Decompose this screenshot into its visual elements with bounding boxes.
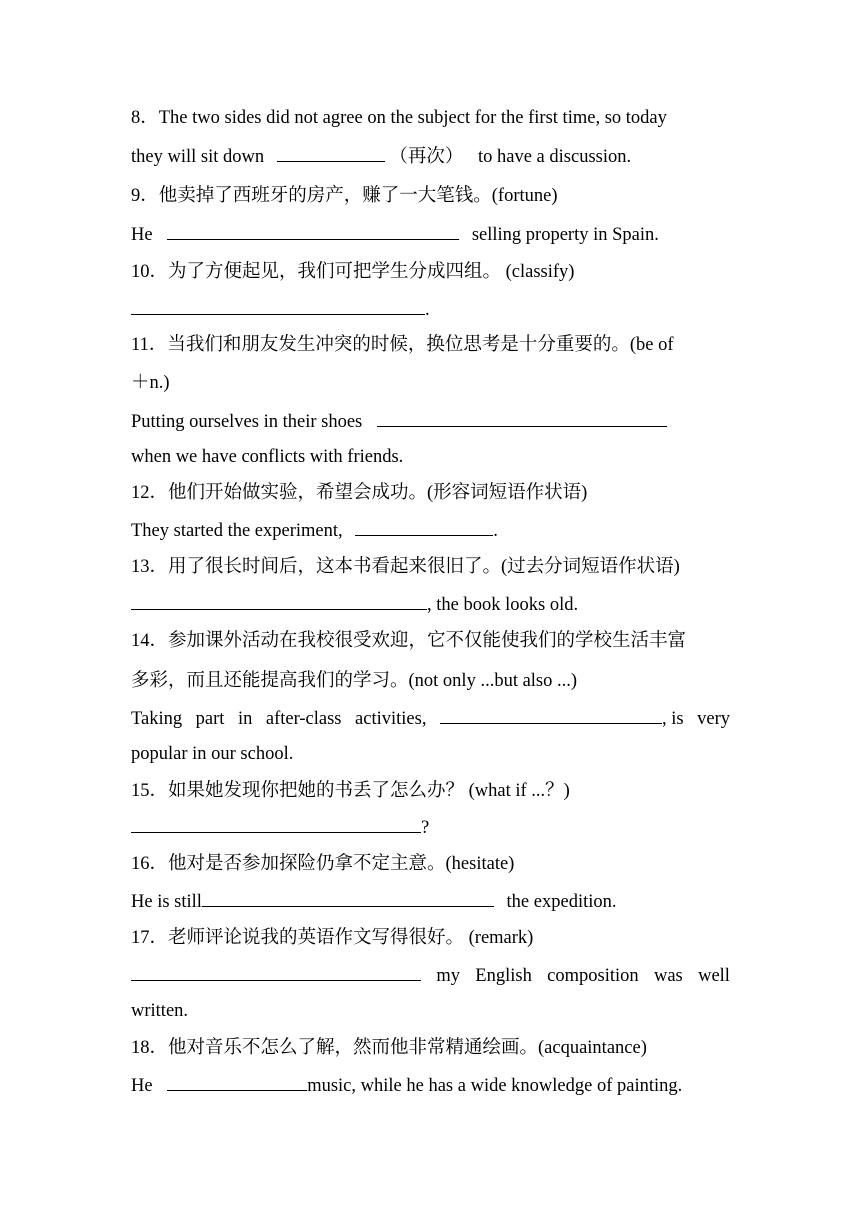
q16-post: the expedition.	[506, 892, 617, 912]
q11-answer-line	[131, 410, 730, 434]
q8-line1	[131, 106, 730, 130]
q11-prompt-line1	[131, 333, 730, 357]
q17-word: composition	[547, 966, 639, 986]
q11-answer-blank[interactable]	[377, 410, 667, 427]
q12-answer-line	[131, 519, 730, 543]
q16-answer-line	[131, 890, 730, 914]
q12-prompt	[131, 481, 730, 505]
q15-end: ?	[421, 818, 430, 838]
q9-prompt	[131, 184, 730, 208]
q18-answer-blank[interactable]	[167, 1074, 307, 1091]
q14-answer-line	[131, 707, 730, 731]
q12-end: .	[493, 521, 498, 541]
q11-line2	[131, 445, 730, 469]
q17-prompt-text: 17．老师评论说我的英语作文写得很好。 (remark)	[131, 928, 534, 948]
q9-pre: He	[131, 225, 153, 245]
q9-answer-line	[131, 223, 730, 247]
q11-prompt-text2: ＋n.)	[131, 373, 170, 393]
q11-prompt-line2	[131, 371, 730, 395]
q8-hint: （再次）	[389, 147, 464, 167]
q17-answer-blank[interactable]	[131, 964, 421, 981]
q9-answer-blank[interactable]	[167, 223, 459, 240]
q14-prompt-line2	[131, 669, 730, 693]
q18-pre: He	[131, 1076, 153, 1096]
q13-answer-line	[131, 593, 730, 617]
q13-prompt-text: 13．用了很长时间后，这本书看起来很旧了。(过去分词短语作状语)	[131, 557, 680, 577]
q14-word: , is	[662, 709, 684, 729]
q16-prompt-text: 16．他对是否参加探险仍拿不定主意。(hesitate)	[131, 854, 515, 874]
q11-pre: Putting ourselves in their shoes	[131, 412, 363, 432]
q10-prompt	[131, 260, 730, 284]
q8-text-after: to have a discussion.	[478, 147, 632, 167]
q17-prompt	[131, 926, 730, 950]
q15-prompt-text: 15．如果她发现你把她的书丢了怎么办？ (what if ...？)	[131, 781, 570, 801]
q17-word: well	[698, 966, 730, 986]
q14-word: very	[697, 709, 730, 729]
q14-line2	[131, 742, 730, 766]
q13-post: , the book looks old.	[427, 595, 579, 615]
q11-line2-text: when we have conflicts with friends.	[131, 447, 404, 467]
q9-post: selling property in Spain.	[471, 225, 659, 245]
q18-prompt	[131, 1036, 730, 1060]
q15-answer-line	[131, 816, 730, 840]
q17-word: English	[475, 966, 532, 986]
q17-line2-text: written.	[131, 1001, 189, 1021]
q16-answer-blank[interactable]	[202, 890, 494, 907]
q14-answer-blank[interactable]	[440, 707, 662, 724]
q18-prompt-text: 18．他对音乐不怎么了解，然而他非常精通绘画。(acquaintance)	[131, 1038, 647, 1058]
q10-end: .	[425, 300, 430, 320]
q17-word: my	[436, 966, 460, 986]
q18-answer-line	[131, 1074, 730, 1098]
q14-line2-text: popular in our school.	[131, 744, 294, 764]
q14-prompt-text2: 多彩，而且还能提高我们的学习。(not only ...but also ...)	[131, 671, 578, 691]
q11-prompt-text1: 11．当我们和朋友发生冲突的时候，换位思考是十分重要的。(be of	[131, 335, 674, 355]
q17-word: was	[653, 966, 683, 986]
q10-answer-blank[interactable]	[131, 298, 425, 315]
q15-answer-blank[interactable]	[131, 816, 421, 833]
q8-answer-blank[interactable]	[277, 145, 385, 162]
q14-prompt-line1	[131, 629, 730, 653]
q8-line2	[131, 145, 730, 169]
q14-word: in	[237, 709, 253, 729]
q14-word: Taking	[131, 709, 183, 729]
q14-word: part	[195, 709, 225, 729]
q12-prompt-text: 12．他们开始做实验，希望会成功。(形容词短语作状语)	[131, 483, 588, 503]
q18-post: music, while he has a wide knowledge of painting.	[307, 1076, 683, 1096]
q10-answer-line	[131, 298, 730, 322]
q16-prompt	[131, 852, 730, 876]
q15-prompt	[131, 779, 730, 803]
q14-word: after-class	[265, 709, 342, 729]
q8-text: 8．The two sides did not agree on the subject for the first time, so today	[131, 108, 667, 128]
q14-word: activities,	[355, 709, 427, 729]
q17-line2	[131, 999, 730, 1023]
q17-answer-line	[131, 964, 730, 988]
q12-answer-blank[interactable]	[355, 519, 493, 536]
q14-prompt-text1: 14．参加课外活动在我校很受欢迎，它不仅能使我们的学校生活丰富	[131, 631, 687, 651]
q13-prompt	[131, 555, 730, 579]
q9-prompt-text: 9．他卖掉了西班牙的房产，赚了一大笔钱。(fortune)	[131, 186, 558, 206]
q8-text-before: they will sit down	[131, 147, 265, 167]
q12-pre: They started the experiment,	[131, 521, 343, 541]
q13-answer-blank[interactable]	[131, 593, 427, 610]
q16-pre: He is still	[131, 892, 202, 912]
q10-prompt-text: 10．为了方便起见，我们可把学生分成四组。 (classify)	[131, 262, 575, 282]
